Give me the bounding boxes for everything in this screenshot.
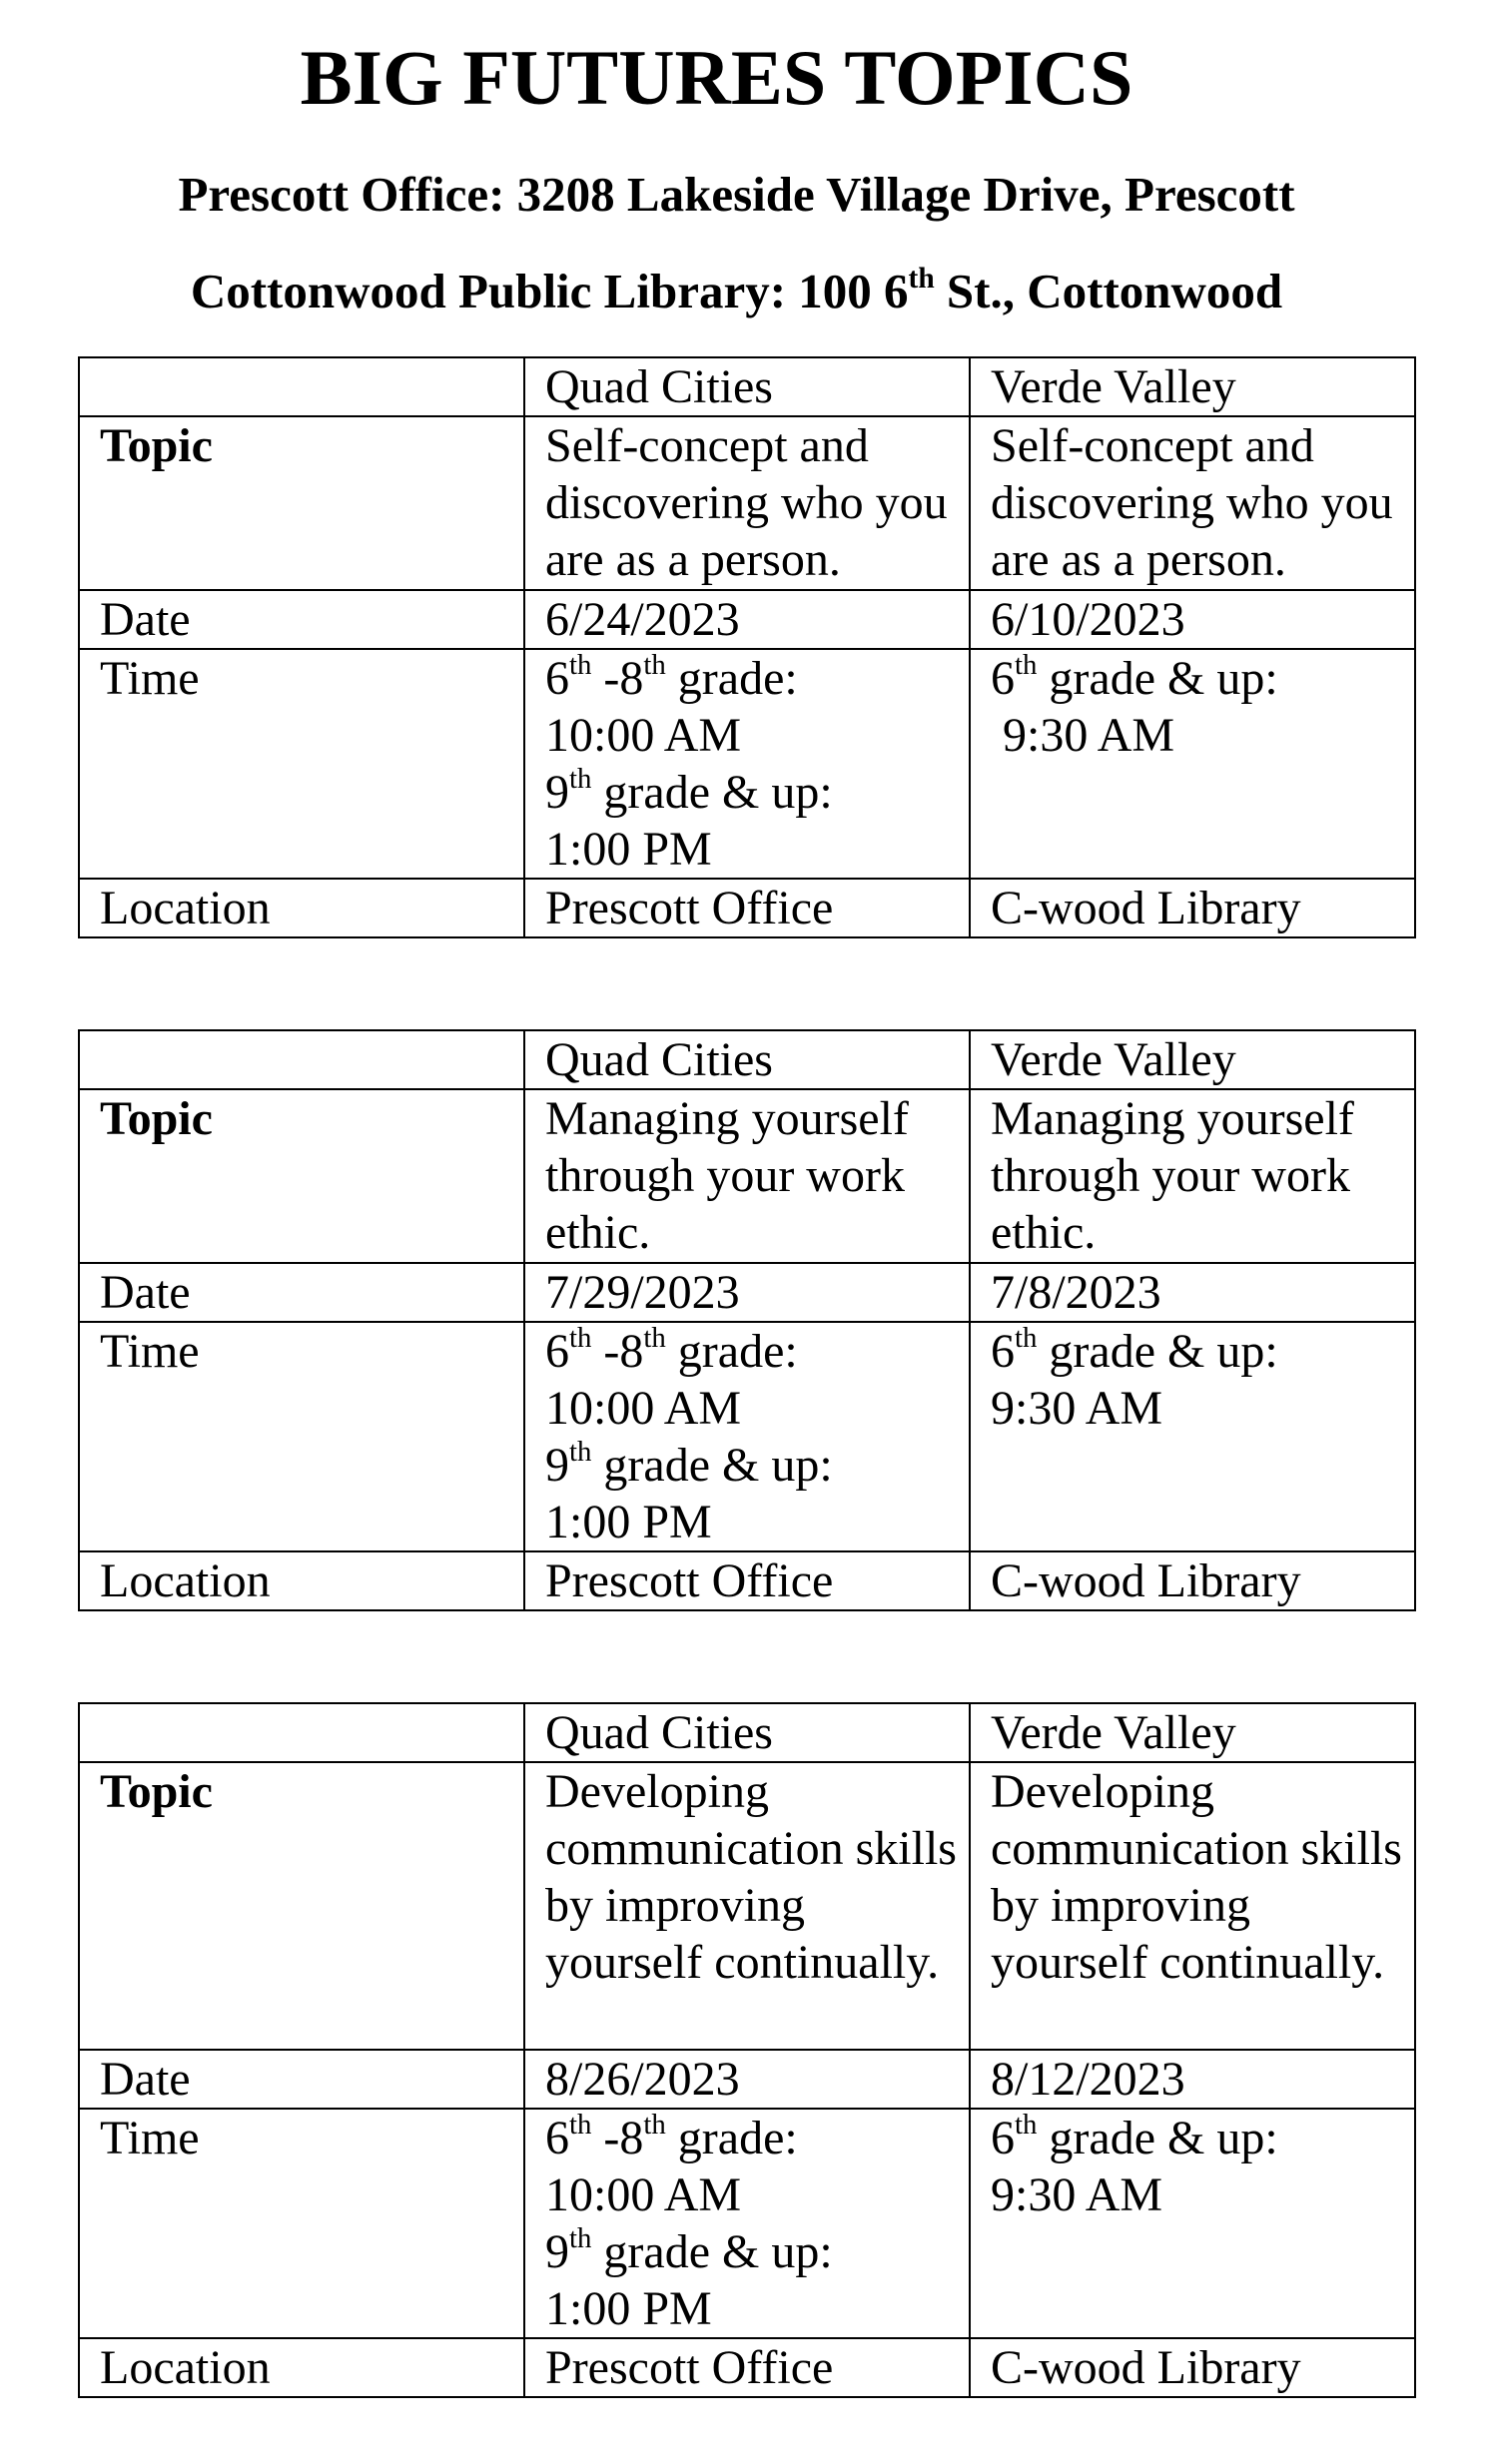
time-line: 1:00 PM bbox=[545, 1496, 712, 1548]
cottonwood-prefix: Cottonwood Public Library: 100 6 bbox=[190, 264, 909, 318]
table-row bbox=[79, 2338, 1415, 2397]
time-text: -8 bbox=[591, 1325, 644, 1378]
row-label-date: Date bbox=[79, 1263, 524, 1322]
table-row bbox=[79, 357, 1415, 416]
time-line: 1:00 PM bbox=[545, 2282, 712, 2335]
row-label-date: Date bbox=[79, 2050, 524, 2109]
topic-verde-valley: Developing communication skills by improving yourself continually. bbox=[970, 1762, 1415, 2050]
date-verde-valley: 7/8/2023 bbox=[970, 1263, 1415, 1322]
empty-cell bbox=[79, 1703, 524, 1762]
time-text: grade & up: bbox=[591, 766, 833, 819]
time-sup: th bbox=[643, 649, 666, 682]
column-header-quad-cities: Quad Cities bbox=[524, 1703, 970, 1762]
location-verde-valley: C-wood Library bbox=[970, 2338, 1415, 2397]
time-text: -8 bbox=[591, 652, 644, 705]
time-verde-valley bbox=[970, 649, 1415, 879]
time-text: 6 bbox=[991, 1325, 1015, 1378]
time-text: 6 bbox=[545, 1325, 569, 1378]
time-sup: th bbox=[569, 1436, 592, 1469]
table-row bbox=[79, 879, 1415, 937]
table-row bbox=[79, 416, 1415, 590]
table-row bbox=[79, 1263, 1415, 1322]
time-sup: th bbox=[1015, 1322, 1038, 1355]
cottonwood-sup: th bbox=[908, 262, 935, 295]
column-header-quad-cities: Quad Cities bbox=[524, 1030, 970, 1089]
time-line bbox=[545, 2110, 969, 2166]
time-text: grade & up: bbox=[1037, 1325, 1278, 1378]
time-sup: th bbox=[569, 763, 592, 796]
time-line: 1:00 PM bbox=[545, 823, 712, 876]
row-label-time: Time bbox=[79, 2109, 524, 2338]
date-quad-cities: 8/26/2023 bbox=[524, 2050, 970, 2109]
schedule-table-3 bbox=[78, 1702, 1416, 2398]
time-line: 9:30 AM bbox=[991, 709, 1175, 762]
table-row bbox=[79, 1551, 1415, 1610]
time-text: 6 bbox=[991, 2112, 1015, 2164]
time-text: 9 bbox=[545, 1439, 569, 1492]
topic-quad-cities: Self-concept and discovering who you are as a person. bbox=[524, 416, 970, 590]
date-verde-valley: 8/12/2023 bbox=[970, 2050, 1415, 2109]
time-line bbox=[545, 1437, 969, 1494]
column-header-quad-cities: Quad Cities bbox=[524, 357, 970, 416]
location-verde-valley: C-wood Library bbox=[970, 1551, 1415, 1610]
cottonwood-suffix: St., Cottonwood bbox=[934, 264, 1283, 318]
time-text: 6 bbox=[545, 652, 569, 705]
empty-cell bbox=[79, 357, 524, 416]
time-line bbox=[545, 1323, 969, 1380]
time-line bbox=[545, 764, 969, 821]
table-row bbox=[79, 2050, 1415, 2109]
time-sup: th bbox=[569, 2109, 592, 2142]
row-label-topic: Topic bbox=[79, 1089, 524, 1263]
time-sup: th bbox=[569, 1322, 592, 1355]
time-text: grade & up: bbox=[1037, 2112, 1278, 2164]
row-label-date: Date bbox=[79, 590, 524, 649]
time-text: grade: bbox=[665, 2112, 798, 2164]
topic-quad-cities: Developing communication skills by improving yourself continually. bbox=[524, 1762, 970, 2050]
table-row bbox=[79, 590, 1415, 649]
time-sup: th bbox=[643, 1322, 666, 1355]
schedule-table-2 bbox=[78, 1029, 1416, 1611]
location-quad-cities: Prescott Office bbox=[524, 879, 970, 937]
location-quad-cities: Prescott Office bbox=[524, 1551, 970, 1610]
time-line: 10:00 AM bbox=[545, 709, 742, 762]
date-quad-cities: 7/29/2023 bbox=[524, 1263, 970, 1322]
time-text: 6 bbox=[545, 2112, 569, 2164]
page-title: BIG FUTURES TOPICS bbox=[300, 34, 1133, 121]
row-label-time: Time bbox=[79, 649, 524, 879]
time-quad-cities bbox=[524, 649, 970, 879]
column-header-verde-valley: Verde Valley bbox=[970, 1703, 1415, 1762]
time-text: -8 bbox=[591, 2112, 644, 2164]
time-line bbox=[991, 1323, 1414, 1380]
table-row bbox=[79, 1322, 1415, 1551]
time-verde-valley bbox=[970, 1322, 1415, 1551]
time-text: 9 bbox=[545, 2225, 569, 2278]
column-header-verde-valley: Verde Valley bbox=[970, 1030, 1415, 1089]
location-quad-cities: Prescott Office bbox=[524, 2338, 970, 2397]
row-label-topic: Topic bbox=[79, 416, 524, 590]
empty-cell bbox=[79, 1030, 524, 1089]
prescott-office-address bbox=[0, 165, 1473, 225]
time-line bbox=[545, 650, 969, 707]
time-line bbox=[991, 2110, 1414, 2166]
time-text: 6 bbox=[991, 652, 1015, 705]
time-sup: th bbox=[1015, 2109, 1038, 2142]
prescott-office-text: Prescott Office: 3208 Lakeside Village Drive, Prescott bbox=[178, 167, 1295, 222]
column-header-verde-valley: Verde Valley bbox=[970, 357, 1415, 416]
date-quad-cities: 6/24/2023 bbox=[524, 590, 970, 649]
time-line bbox=[991, 650, 1414, 707]
topic-verde-valley: Managing yourself through your work ethic. bbox=[970, 1089, 1415, 1263]
time-sup: th bbox=[569, 2222, 592, 2255]
time-line: 9:30 AM bbox=[991, 2168, 1163, 2221]
time-line: 10:00 AM bbox=[545, 1382, 742, 1435]
time-line: 10:00 AM bbox=[545, 2168, 742, 2221]
time-sup: th bbox=[569, 649, 592, 682]
cottonwood-library-address bbox=[0, 262, 1473, 321]
time-text: 9 bbox=[545, 766, 569, 819]
table-row bbox=[79, 2109, 1415, 2338]
time-quad-cities bbox=[524, 1322, 970, 1551]
time-line: 9:30 AM bbox=[991, 1382, 1163, 1435]
time-text: grade: bbox=[665, 652, 798, 705]
table-row bbox=[79, 649, 1415, 879]
time-text: grade & up: bbox=[591, 1439, 833, 1492]
row-label-time: Time bbox=[79, 1322, 524, 1551]
time-sup: th bbox=[643, 2109, 666, 2142]
time-text: grade & up: bbox=[1037, 652, 1278, 705]
time-line bbox=[545, 2223, 969, 2280]
row-label-location: Location bbox=[79, 879, 524, 937]
row-label-topic: Topic bbox=[79, 1762, 524, 2050]
schedule-table-1 bbox=[78, 356, 1416, 938]
location-verde-valley: C-wood Library bbox=[970, 879, 1415, 937]
table-row bbox=[79, 1030, 1415, 1089]
time-verde-valley bbox=[970, 2109, 1415, 2338]
topic-verde-valley: Self-concept and discovering who you are as a person. bbox=[970, 416, 1415, 590]
row-label-location: Location bbox=[79, 1551, 524, 1610]
time-text: grade & up: bbox=[591, 2225, 833, 2278]
time-sup: th bbox=[1015, 649, 1038, 682]
table-row bbox=[79, 1089, 1415, 1263]
topic-quad-cities: Managing yourself through your work ethic. bbox=[524, 1089, 970, 1263]
table-row bbox=[79, 1762, 1415, 2050]
row-label-location: Location bbox=[79, 2338, 524, 2397]
time-quad-cities bbox=[524, 2109, 970, 2338]
date-verde-valley: 6/10/2023 bbox=[970, 590, 1415, 649]
table-row bbox=[79, 1703, 1415, 1762]
time-text: grade: bbox=[665, 1325, 798, 1378]
